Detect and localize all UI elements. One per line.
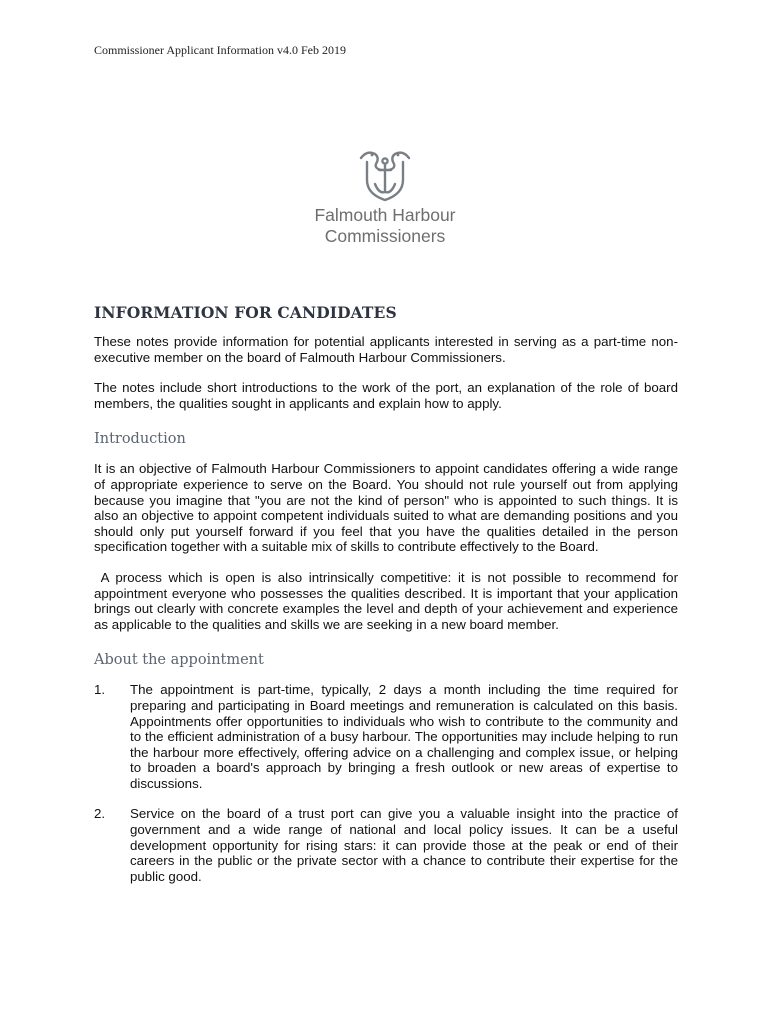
item-number: 2. [94,806,106,822]
page-header: Commissioner Applicant Information v4.0 Feb 2019 [94,43,346,57]
logo-text-line2: Commissioners [324,226,446,246]
document-body [94,303,682,899]
item-text: Service on the board of a trust port can give you a valuable insight into the practice of government and a wide range of national and local policy issues. It can be a useful development opportunity for rising stars: it can provide those at the peak or end of their careers in the public or the private sector with a chance to contribute their expertise for the public good. [130,806,678,884]
intro-paragraph: The notes include short introductions to the work of the port, an explanation of the role of board members, the qualities sought in applicants and explain how to apply. [94,380,678,411]
organisation-logo [300,148,470,247]
section-paragraph: It is an objective of Falmouth Harbour Commissioners to appoint candidates offering a wide range of appropriate experience to serve on the Board. You should not rule yourself out from applying because you imagine that "you are not the kind of person" who is appointed to such things. It is also an objective to appoint competent individuals suited to what are demanding positions and you should only put yourself forward if you feel that you have the qualities detailed in the person specification together with a suitable mix of skills to contribute effectively to the Board. [94,461,678,555]
numbered-item [94,682,678,791]
logo-text-line1: Falmouth Harbour [314,205,456,225]
harbour-emblem-icon [357,148,413,202]
item-number: 1. [94,682,106,698]
numbered-item [94,806,678,884]
document-title: INFORMATION FOR CANDIDATES [94,303,397,322]
item-text: The appointment is part-time, typically, 2 days a month including the time required for preparing and participating in Board meetings and remuneration is calculated on this basis. Appointments offer opportunities to individuals who wish to contribute to the community and to the efficient administration of a busy harbour. The opportunities may include helping to run the harbour more effectively, offering advice on a challenging and complex issue, or helping to broaden a board's approach by bringing a fresh outlook or new areas of expertise to discussions. [130,682,678,791]
intro-paragraph: These notes provide information for potential applicants interested in serving as a part-time non-executive member on the board of Falmouth Harbour Commissioners. [94,334,678,365]
section-heading-introduction: Introduction [94,431,186,448]
section-paragraph: A process which is open is also intrinsically competitive: it is not possible to recommend for appointment everyone who possesses the qualities described. It is important that your application brings out clearly with concrete examples the level and depth of your achievement and experience as applicable to the qualities and skills we are seeking in a new board member. [94,569,682,632]
section-heading-about-appointment: About the appointment [94,652,264,669]
